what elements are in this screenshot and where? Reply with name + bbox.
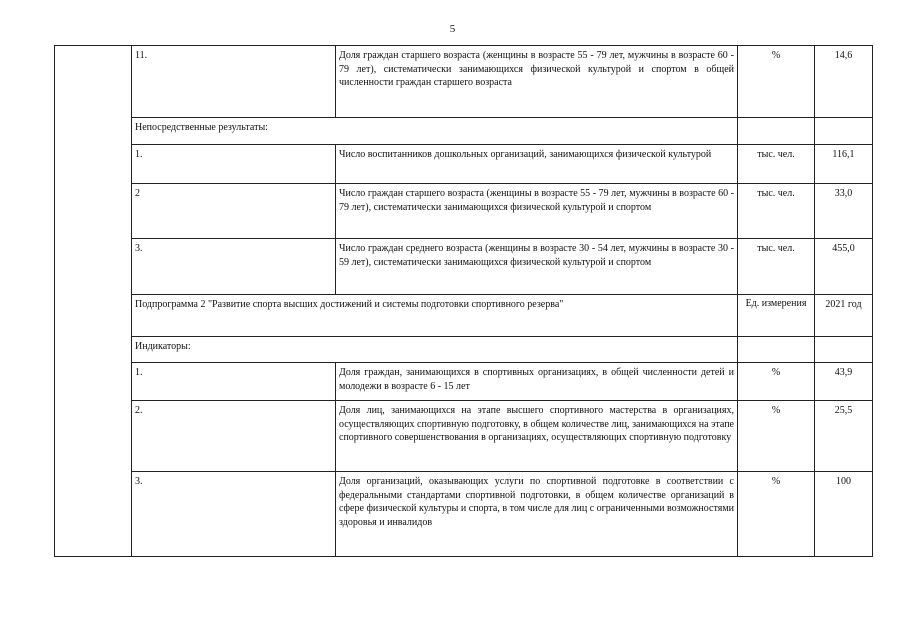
row-value: 25,5: [815, 401, 873, 472]
row-unit: %: [738, 46, 815, 118]
row-description: Доля граждан, занимающихся в спортивных организациях, в общей численности детей и молодежи в возрасте 6 - 15 лет: [336, 363, 738, 401]
row-unit: %: [738, 472, 815, 557]
row-description: Число граждан среднего возраста (женщины в возрасте 30 - 54 лет, мужчины в возрасте 30 - 59 лет), систематически занимающихся физической культурой и спортом: [336, 239, 738, 295]
row-description: Число граждан старшего возраста (женщины в возрасте 55 - 79 лет, мужчины в возрасте 60 - 79 лет), систематически занимающихся физической культурой и спортом: [336, 184, 738, 239]
row-unit: тыс. чел.: [738, 145, 815, 184]
table-row: [55, 184, 873, 239]
row-number: 11.: [132, 46, 336, 118]
subprogram-row: [55, 295, 873, 337]
row-number: 1.: [132, 363, 336, 401]
row-number: 1.: [132, 145, 336, 184]
row-number: 3.: [132, 472, 336, 557]
table-row: [55, 46, 873, 118]
row-description: Доля организаций, оказывающих услуги по спортивной подготовке в соответствии с федеральными стандартами спортивной подготовки, в общем количестве организаций в сфере физической культуры и спорта, в том числе для лиц с ограниченными возможностями здоровья и инвалидов: [336, 472, 738, 557]
row-value: 43,9: [815, 363, 873, 401]
row-unit: тыс. чел.: [738, 239, 815, 295]
row-number: 2: [132, 184, 336, 239]
row-description: Число воспитанников дошкольных организаций, занимающихся физической культурой: [336, 145, 738, 184]
row-description: Доля лиц, занимающихся на этапе высшего спортивного мастерства в организациях, осуществляющих спортивную подготовку, в общем количестве лиц, занимающихся на этапе спортивного совершенствования в организациях, осуществляющих спортивную подготовку: [336, 401, 738, 472]
section-label: Индикаторы:: [132, 337, 738, 363]
row-unit: %: [738, 401, 815, 472]
page-number: 5: [449, 23, 456, 35]
section-label: Непосредственные результаты:: [132, 118, 738, 145]
year-header: 2021 год: [815, 295, 873, 337]
row-number: 3.: [132, 239, 336, 295]
row-value: 455,0: [815, 239, 873, 295]
table-row: [55, 401, 873, 472]
left-margin-column: [55, 46, 132, 557]
unit-header: Ед. измерения: [738, 295, 815, 337]
row-description: Доля граждан старшего возраста (женщины в возрасте 55 - 79 лет, мужчины в возрасте 60 - 79 лет), систематически занимающихся физической культурой и спортом в общей численности граждан старшего возраста: [336, 46, 738, 118]
row-value: 116,1: [815, 145, 873, 184]
section-row: [55, 118, 873, 145]
section-row: [55, 337, 873, 363]
row-number: 2.: [132, 401, 336, 472]
row-unit: тыс. чел.: [738, 184, 815, 239]
table-row: [55, 472, 873, 557]
table-row: [55, 363, 873, 401]
row-value: 33,0: [815, 184, 873, 239]
row-unit: %: [738, 363, 815, 401]
table-row: [55, 239, 873, 295]
row-value: 100: [815, 472, 873, 557]
table-row: [55, 145, 873, 184]
indicators-table: [54, 45, 873, 557]
subprogram-title: Подпрограмма 2 "Развитие спорта высших достижений и системы подготовки спортивного резерва": [132, 295, 738, 337]
row-value: 14,6: [815, 46, 873, 118]
